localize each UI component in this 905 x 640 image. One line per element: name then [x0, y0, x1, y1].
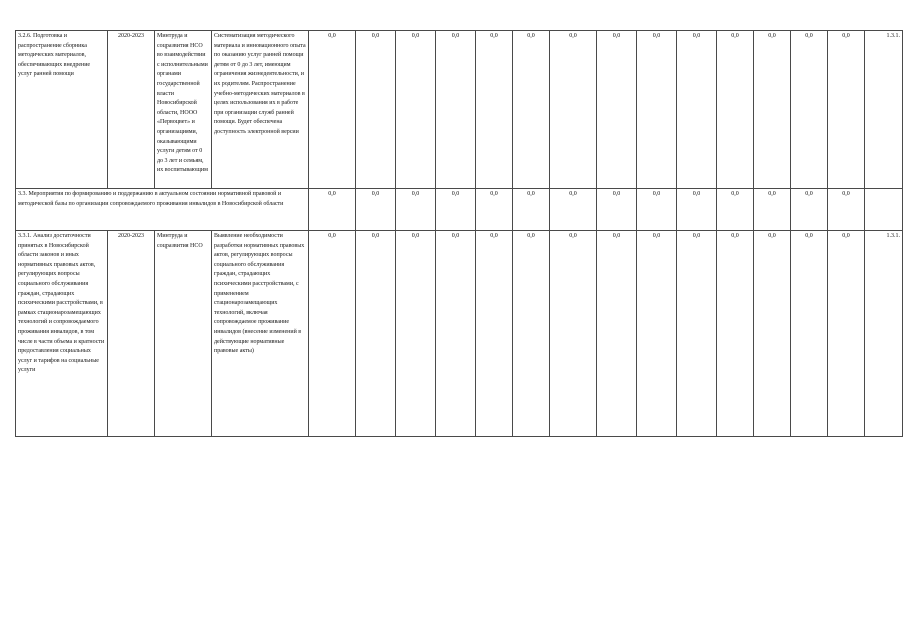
value-cell: 0,0	[356, 189, 396, 231]
value-cell: 0,0	[309, 231, 356, 437]
value-cell: 0,0	[677, 231, 717, 437]
value-cell: 0,0	[677, 189, 717, 231]
value-cell: 0,0	[828, 31, 865, 189]
value-cell: 0,0	[309, 189, 356, 231]
value-cell: 0,0	[396, 31, 436, 189]
value-cell: 0,0	[513, 189, 550, 231]
value-cell: 0,0	[717, 231, 754, 437]
indicator-code: 1.3.1.	[865, 31, 903, 189]
value-cell: 0,0	[717, 189, 754, 231]
value-cell: 0,0	[597, 31, 637, 189]
measure-result: Выявление необходимости разработки нормативных правовых актов, регулирующих вопросы социального обслуживания граждан, страдающих психическими расстройствами, с применением стационарозамещающих технологий, включая сопровождаемое проживание инвалидов (внесение изменений в действующие нормативные правовые акты)	[212, 231, 309, 437]
value-cell: 0,0	[309, 31, 356, 189]
table-row	[16, 231, 903, 437]
value-cell: 0,0	[476, 231, 513, 437]
measure-period: 2020-2023	[108, 31, 155, 189]
value-cell: 0,0	[791, 231, 828, 437]
measure-result: Систематизация методического материала и инновационного опыта по оказанию услуг ранней помощи детям от 0 до 3 лет, имеющим ограничения жизнедеятельности, и их родителям. Распространение учебно-методических материалов в целях использования их в работе при организации служб ранней помощи. Будет обеспечена доступность электронной версии	[212, 31, 309, 189]
value-cell: 0,0	[396, 189, 436, 231]
value-cell: 0,0	[754, 231, 791, 437]
value-cell: 0,0	[754, 31, 791, 189]
value-cell: 0,0	[791, 31, 828, 189]
value-cell: 0,0	[436, 189, 476, 231]
document-page	[15, 30, 903, 437]
section-title: 3.3. Мероприятия по формированию и поддержанию в актуальном состоянии нормативной правовой и методической базы по организации сопровождаемого проживания инвалидов в Новосибирской области	[16, 189, 309, 231]
value-cell: 0,0	[476, 31, 513, 189]
value-cell: 0,0	[754, 189, 791, 231]
measure-executor: Минтруда и соцразвития НСО	[155, 231, 212, 437]
value-cell: 0,0	[436, 231, 476, 437]
value-cell: 0,0	[550, 231, 597, 437]
value-cell: 0,0	[828, 231, 865, 437]
value-cell: 0,0	[791, 189, 828, 231]
value-cell: 0,0	[828, 189, 865, 231]
value-cell: 0,0	[396, 231, 436, 437]
table-row	[16, 31, 903, 189]
value-cell: 0,0	[513, 31, 550, 189]
measure-name: 3.3.1. Анализ достаточности принятых в Новосибирской области законов и иных нормативных правовых актов, регулирующих вопросы социального обслуживания граждан, страдающих психическими расстройствами, в рамках стационарозамещающих технологий и сопровождаемого проживания инвалидов, в том числе в части объема и кратности предоставления социальных услуг и тарифов на социальные услуги	[16, 231, 108, 437]
program-measures-table	[15, 30, 903, 437]
value-cell: 0,0	[550, 189, 597, 231]
value-cell: 0,0	[513, 231, 550, 437]
measure-name: 3.2.6. Подготовка и распространение сборника методических материалов, обеспечивающих внедрение услуг ранней помощи	[16, 31, 108, 189]
indicator-code	[865, 189, 903, 231]
value-cell: 0,0	[677, 31, 717, 189]
indicator-code: 1.3.1.	[865, 231, 903, 437]
value-cell: 0,0	[356, 231, 396, 437]
value-cell: 0,0	[717, 31, 754, 189]
value-cell: 0,0	[597, 231, 637, 437]
value-cell: 0,0	[637, 31, 677, 189]
value-cell: 0,0	[637, 231, 677, 437]
measure-period: 2020-2023	[108, 231, 155, 437]
value-cell: 0,0	[436, 31, 476, 189]
value-cell: 0,0	[637, 189, 677, 231]
measure-executor: Минтруда и соцразвития НСО во взаимодействии с исполнительными органами государственной власти Новосибирской области, НООО «Первоцвет» и организациями, оказывающими услуги детям от 0 до 3 лет и семьям, их воспитывающим	[155, 31, 212, 189]
value-cell: 0,0	[550, 31, 597, 189]
value-cell: 0,0	[597, 189, 637, 231]
value-cell: 0,0	[356, 31, 396, 189]
table-row	[16, 189, 903, 231]
value-cell: 0,0	[476, 189, 513, 231]
